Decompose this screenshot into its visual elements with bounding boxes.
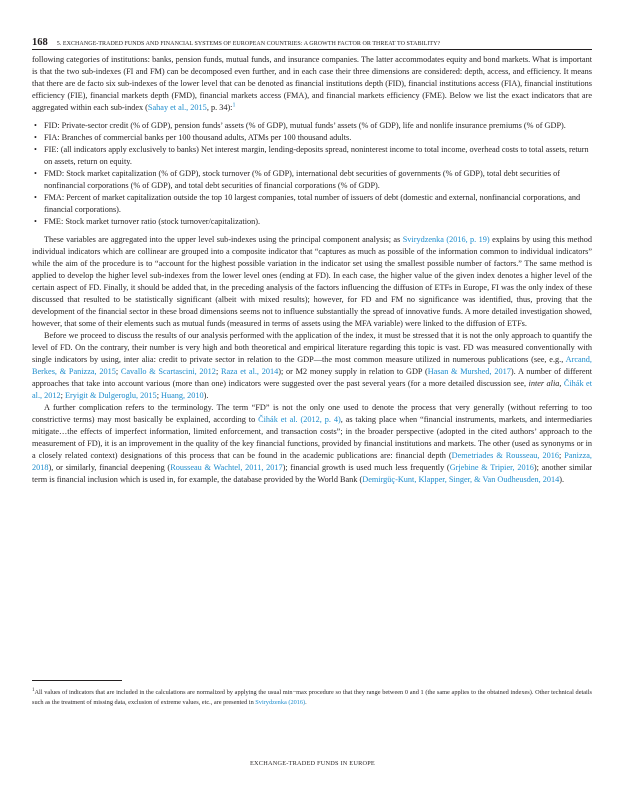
footnote-divider xyxy=(32,680,122,681)
paragraph-aggregation: These variables are aggregated into the upper level sub-indexes using the principal component analysis; as Svirydzenka (2016, p. 19) explains by using this method individual indicators which are collinear are grouped into a composite indicator that “captures as much as possible of the information common to individual indicators” while the aim of the procedure is to “account for the highest possible variation in the indicator set using the smallest possible number of factors.” The same method is applied to develop the higher level sub-indexes from the lower level ones (ending at FD). In each case, the higher value of the given index denotes a higher level of the certain aspect of FD. Finally, it should be added that, in the preceding analysis of the factors influencing the diffusion of ETFs in Europe, FI was the only index of these discussed that resulted to be statistically significant (albeit with mixed results); however, for FD and FM no significance was identified, thus, proving that the development of the financial sector in these broad dimensions seems not to influence substantially the spread of innovative funds. A more detailed investigation showed, however, that some of their elements such as mutual funds (measured in terms of assets using the MFA variable) were linked to the diffusion of ETFs. xyxy=(32,235,592,328)
citation-link[interactable]: Sahay et al., 2015 xyxy=(147,103,207,112)
paragraph-measures: Before we proceed to discuss the results of our analysis performed with the application of the index, it must be stressed that it is not the only approach to quantify the level of FD. On the contrary, their number is very high and both theoretical and empirical literature regarding this topic is vast. FD was measured conventionally with single indicators by using, inter alia: credit to private sector in relation to the GDP—the most common measure utilized in numerous publications (see, e.g., Arcand, Berkes, & Panizza, 2015; Cavallo & Scartascini, 2012; Raza et al., 2014); or M2 money supply in relation to GDP (Hasan & Murshed, 2017). A number of different approaches that take into account various (more than one) indicators were suggested over the past several years (for a more detailed discussion see, inter alia, Čihák et al., 2012; Eryigit & Dulgeroglu, 2015; Huang, 2010). xyxy=(32,331,593,400)
footnote-mark: 1 xyxy=(32,687,35,693)
citation-link[interactable]: Raza et al., 2014 xyxy=(220,367,279,376)
page-header xyxy=(32,33,592,50)
list-item: • FMD: Stock market capitalization (% of GDP), stock turnover (% of GDP), international debt securities of governments (% of GDP), total debt securities of nonfinancial corporations (% of GDP), and total debt securities of financial corporations (% of GDP). xyxy=(32,168,592,192)
citation-link[interactable]: Demetriades & Rousseau, 2016 xyxy=(451,451,559,460)
citation-link[interactable]: Svirydzenka (2016) xyxy=(255,699,306,706)
page-number: 168 xyxy=(32,37,48,48)
list-item: • FIE: (all indicators apply exclusively to banks) Net interest margin, lending-deposits spread, noninterest income to total income, overhead costs to total assets, return on assets, return on equity. xyxy=(32,144,592,168)
body-text xyxy=(32,54,592,486)
list-item: • FIA: Branches of commercial banks per 100 thousand adults, ATMs per 100 thousand adults. xyxy=(32,132,592,144)
intro-paragraph: following categories of institutions: banks, pension funds, mutual funds, and insurance companies. The latter accommodates equity and bond markets. What is important is that the two sub-indexes (FI and FM) can be decomposed even further, and in each case their three dimensions are considered: depth, access, and efficiency. It means that there are de facto six sub-indexes of the lower level that can be denoted as financial institutions depth (FID), financial institutions access (FIA), financial institutions efficiency (FIE), financial markets depth (FMD), financial markets access (FMA), and financial markets efficiency (FME). Below we list the exact indicators that are aggregated within each sub-index (Sahay et al., 2015, p. 34):$^1$ xyxy=(32,55,592,112)
citation-link[interactable]: Rousseau & Wachtel, 2011, 2017 xyxy=(170,463,283,472)
citation-link[interactable]: Čihák et al., 2012 xyxy=(32,379,592,400)
citation-link[interactable]: Hasan & Murshed, 2017 xyxy=(427,367,511,376)
citation-link[interactable]: Arcand, Berkes, & Panizza, 2015 xyxy=(32,355,592,376)
citation-link[interactable]: Huang, 2010 xyxy=(161,391,204,400)
citation-link[interactable]: Panizza, 2018 xyxy=(32,451,592,472)
indicator-list xyxy=(32,120,592,228)
paragraph-terminology: A further complication refers to the terminology. The term “FD” is not the only one used to denote the process that very generally (without referring to too constrictive terms) may most basically be explained, according to Čihák et al. (2012, p. 4), as taking place when “financial instruments, markets, and intermediaries mitigate…the effects of imperfect information, limited enforcement, and transaction costs”; in the broader perspective (adopted in the cited authors’ approach to the measurement of FD), it is an improvement in the quality of the key financial functions, provided by financial institutions and markets. The other (used as synonyms or in a closely related context) designations of this process that can be found in the academic publications are: financial depth (Demetriades & Rousseau, 2016; Panizza, 2018), or similarly, financial deepening (Rousseau & Wachtel, 2011, 2017); financial growth is used much less frequently (Grjebine & Tripier, 2016); another similar term is financial inclusion which is used in, for example, the database provided by the World Bank (Demirgüç-Kunt, Klapper, Singer, & Van Oudheusden, 2014). xyxy=(32,403,593,484)
citation-link[interactable]: Demirgüç-Kunt, Klapper, Singer, & Van Oudheusden, 2014 xyxy=(362,475,560,484)
citation-link[interactable]: Cavallo & Scartascini, 2012 xyxy=(120,367,216,376)
list-item: • FMA: Percent of market capitalization outside the top 10 largest companies, total number of issuers of debt (domestic and external, nonfinancial corporations, and financial corporations). xyxy=(32,192,592,216)
citation-link[interactable]: Eryigit & Dulgeroglu, 2015 xyxy=(65,391,157,400)
list-item: • FME: Stock market turnover ratio (stock turnover/capitalization). xyxy=(32,216,592,228)
running-title: 5. EXCHANGE-TRADED FUNDS AND FINANCIAL SYSTEMS OF EUROPEAN COUNTRIES: A GROWTH FACTOR OR THREAT TO STABILITY? xyxy=(56,41,441,47)
citation-link[interactable]: Čihák et al. (2012, p. 4) xyxy=(258,415,341,424)
list-item: • FID: Private-sector credit (% of GDP), pension funds’ assets (% of GDP), mutual funds’ assets (% of GDP), life and nonlife insurance premiums (% of GDP). xyxy=(32,120,592,132)
citation-link[interactable]: Svirydzenka (2016, p. 19) xyxy=(402,235,490,244)
footnote-reference[interactable]: 1 xyxy=(232,102,236,109)
citation-link[interactable]: Grjebine & Tripier, 2016 xyxy=(449,463,534,472)
footnote: $^1$All values of indicators that are included in the calculations are normalized by applying the usual min−max procedure so that they range between 0 and 1 (the same applies to the obtained indexes). Other technical details such as the treatment of missing data, exclusion of extreme values, etc., are presented in Svirydzenka (2016). xyxy=(32,687,592,706)
page-footer: EXCHANGE-TRADED FUNDS IN EUROPE xyxy=(250,760,375,767)
